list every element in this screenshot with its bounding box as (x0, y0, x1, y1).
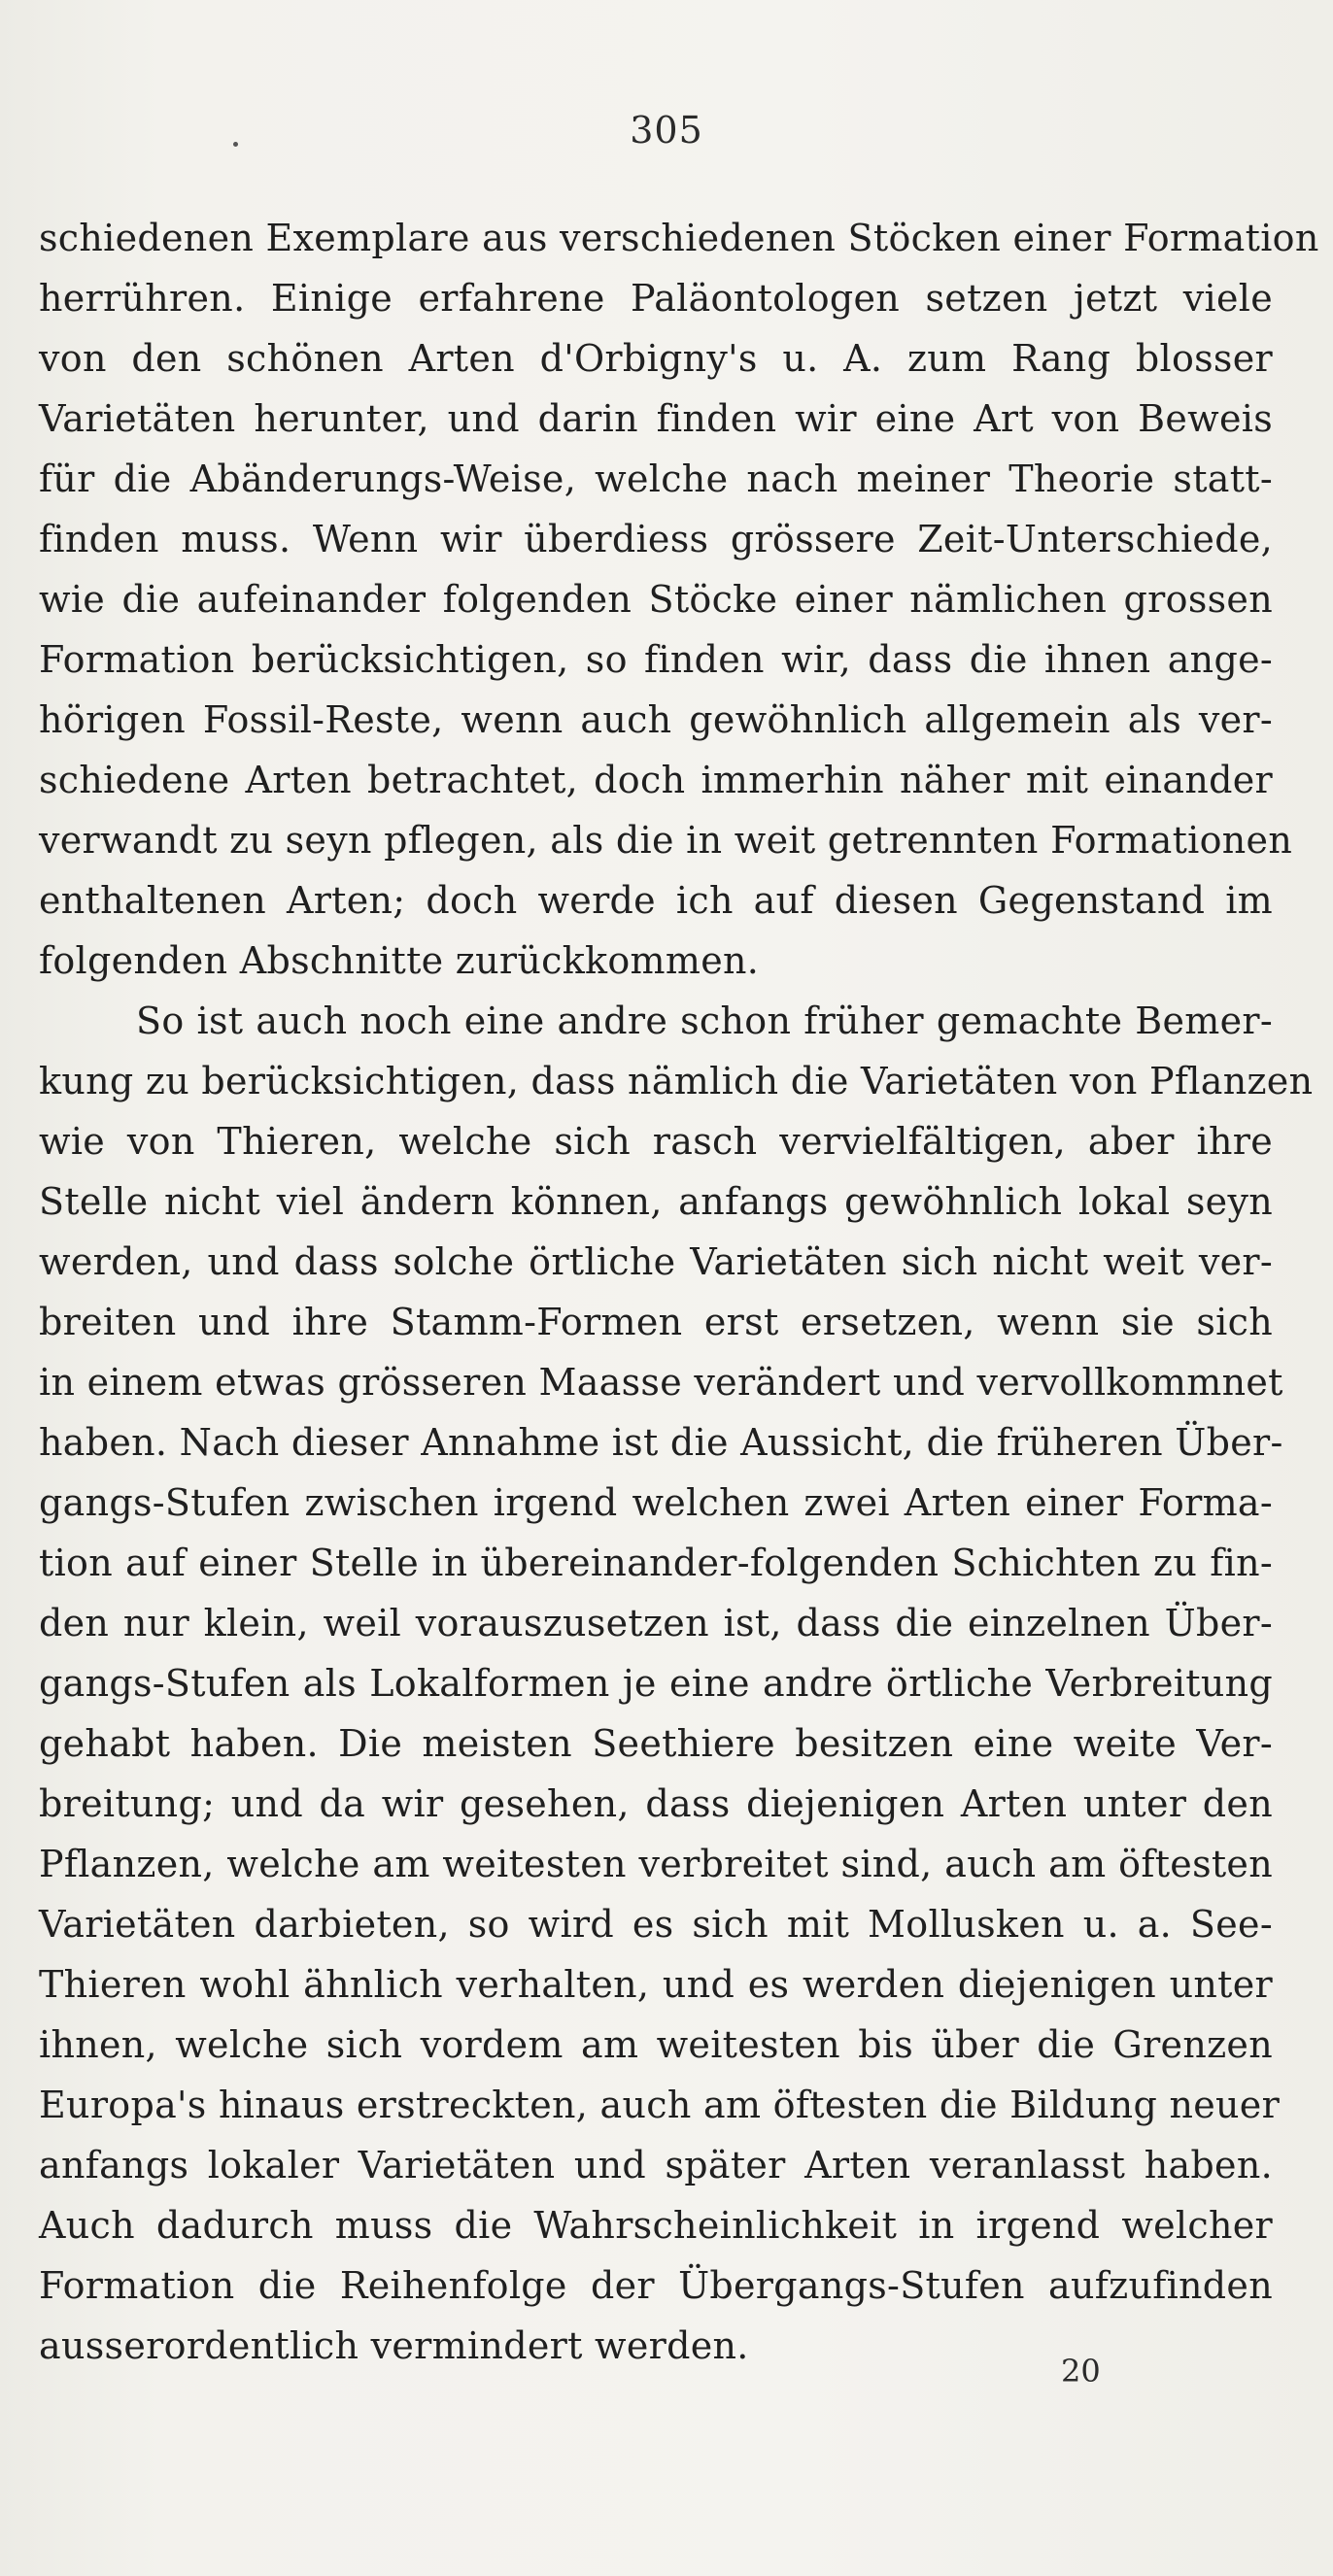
text-line: Varietäten darbieten, so wird es sich mit Mollusken u. a. See- (39, 1903, 1273, 1946)
text-line: schiedenen Exemplare aus verschiedenen Stöcken einer Formation (39, 217, 1319, 259)
text-line: von den schönen Arten d'Orbigny's u. A. zum Rang blosser (39, 337, 1273, 380)
page-number: 305 (630, 109, 703, 152)
text-line: Formation die Reihenfolge der Übergangs-Stufen aufzufinden (39, 2264, 1273, 2307)
text-line: verwandt zu seyn pflegen, als die in weit getrennten Formationen (39, 819, 1293, 862)
text-line: gangs-Stufen als Lokalformen je eine andre örtliche Verbreitung (39, 1662, 1273, 1705)
text-line: haben. Nach dieser Annahme ist die Aussicht, die früheren Über- (39, 1421, 1283, 1464)
text-line: werden, und dass solche örtliche Varietäten sich nicht weit ver- (39, 1240, 1273, 1283)
text-line: Thieren wohl ähnlich verhalten, und es werden diejenigen unter (39, 1963, 1273, 2006)
text-line: ausserordentlich vermindert werden. (39, 2324, 749, 2367)
text-line: wie die aufeinander folgenden Stöcke einer nämlichen grossen (39, 578, 1273, 621)
text-line: Varietäten herunter, und darin finden wir eine Art von Beweis (39, 397, 1273, 440)
text-line: Pflanzen, welche am weitesten verbreitet sind, auch am öftesten (39, 1843, 1273, 1885)
text-line: kung zu berücksichtigen, dass nämlich die Varietäten von Pflanzen (39, 1060, 1314, 1102)
text-line: ihnen, welche sich vordem am weitesten bis über die Grenzen (39, 2023, 1273, 2066)
text-line: finden muss. Wenn wir überdiess grössere Zeit-Unterschiede, (39, 518, 1273, 560)
text-line: breitung; und da wir gesehen, dass diejenigen Arten unter den (39, 1782, 1273, 1825)
text-line: gehabt haben. Die meisten Seethiere besitzen eine weite Ver- (39, 1722, 1273, 1765)
text-line: herrühren. Einige erfahrene Paläontologen setzen jetzt viele (39, 277, 1273, 320)
text-line: anfangs lokaler Varietäten und später Arten veranlasst haben. (39, 2144, 1273, 2186)
text-line: folgenden Abschnitte zurückkommen. (39, 939, 760, 982)
text-line: Stelle nicht viel ändern können, anfangs gewöhnlich lokal seyn (39, 1180, 1273, 1223)
text-line: in einem etwas grösseren Maasse verändert und vervollkommnet (39, 1361, 1283, 1404)
text-line: enthaltenen Arten; doch werde ich auf diesen Gegenstand im (39, 879, 1273, 922)
text-line: tion auf einer Stelle in übereinander-folgenden Schichten zu fin- (39, 1542, 1273, 1584)
text-line: Auch dadurch muss die Wahrscheinlichkeit in irgend welcher (39, 2204, 1273, 2247)
text-line: gangs-Stufen zwischen irgend welchen zwei Arten einer Forma- (39, 1481, 1273, 1524)
text-line: den nur klein, weil vorauszusetzen ist, dass die einzelnen Über- (39, 1602, 1273, 1644)
text-line: Europa's hinaus erstreckten, auch am öftesten die Bildung neuer (39, 2084, 1281, 2126)
text-line: Formation berücksichtigen, so finden wir, dass die ihnen ange- (39, 638, 1273, 681)
signature-mark: 20 (1061, 2353, 1101, 2390)
text-line: So ist auch noch eine andre schon früher gemachte Bemer- (136, 1000, 1273, 1042)
text-line: für die Abänderungs-Weise, welche nach meiner Theorie statt- (39, 458, 1273, 500)
text-line: wie von Thieren, welche sich rasch vervielfältigen, aber ihre (39, 1120, 1273, 1163)
text-line: schiedene Arten betrachtet, doch immerhin näher mit einander (39, 759, 1273, 801)
text-line: hörigen Fossil-Reste, wenn auch gewöhnlich allgemein als ver- (39, 698, 1273, 741)
text-line: breiten und ihre Stamm-Formen erst ersetzen, wenn sie sich (39, 1301, 1273, 1343)
body-text (39, 208, 1319, 2376)
